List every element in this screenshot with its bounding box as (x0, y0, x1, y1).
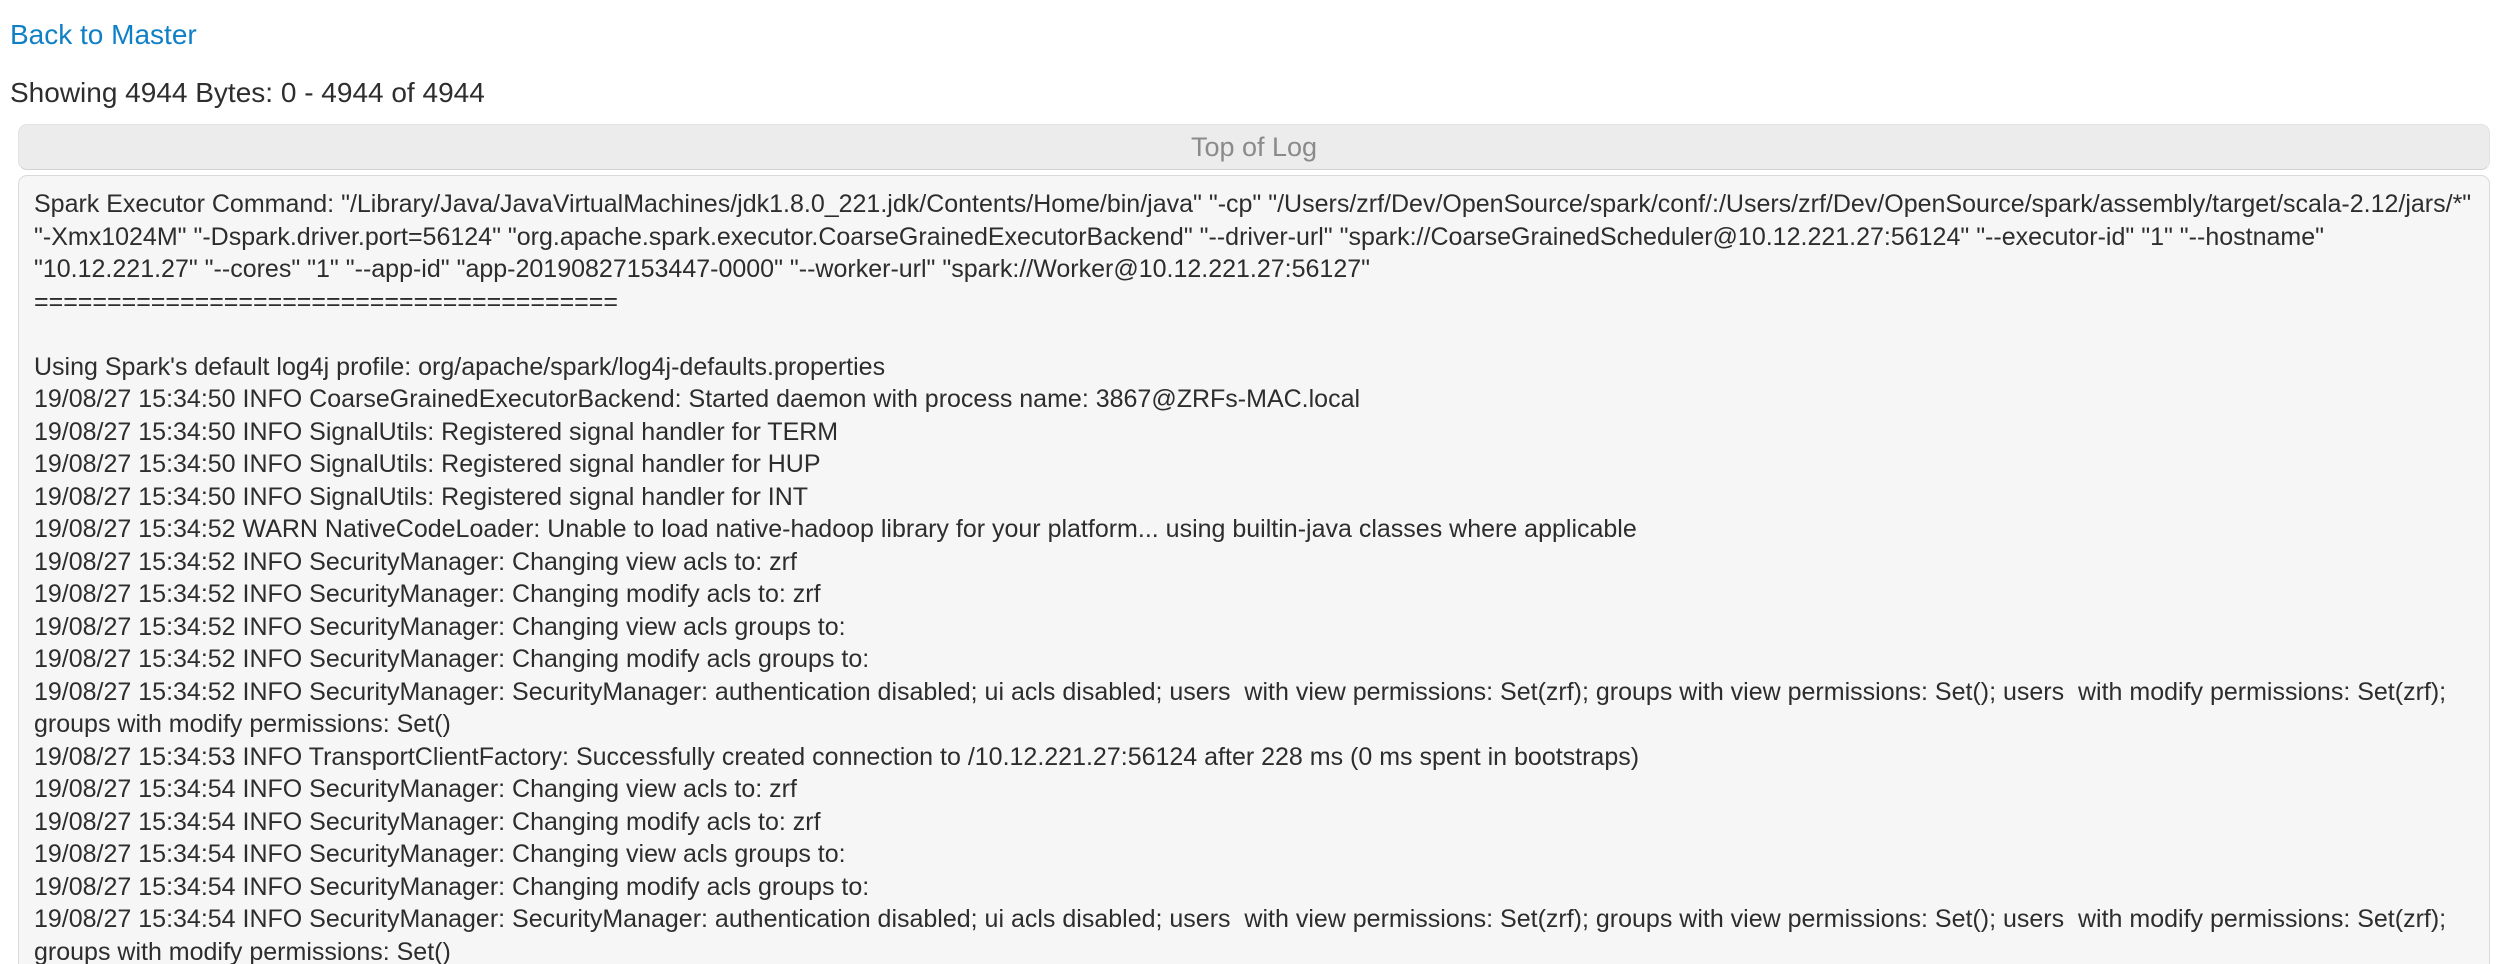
log-line: 19/08/27 15:34:54 INFO SecurityManager: Changing view acls groups to: (34, 840, 846, 868)
log-line: 19/08/27 15:34:54 INFO SecurityManager: Changing view acls to: zrf (34, 775, 797, 803)
back-to-master-link[interactable]: Back to Master (10, 19, 197, 50)
log-line: 19/08/27 15:34:54 INFO SecurityManager: Changing modify acls to: zrf (34, 807, 821, 836)
log-line: ======================================== (34, 287, 618, 316)
log-line: 19/08/27 15:34:53 INFO TransportClientFactory: Successfully created connection to /10.12.221.27:56124 after 228 ms (0 ms spent in bootstraps) (34, 742, 1640, 771)
log-content[interactable] (18, 175, 2490, 964)
log-line: 19/08/27 15:34:52 INFO SecurityManager: Changing view acls to: zrf (34, 547, 797, 576)
log-line: 19/08/27 15:34:52 INFO SecurityManager: Changing modify acls groups to: (34, 645, 870, 673)
log-line: 19/08/27 15:34:50 INFO SignalUtils: Registered signal handler for INT (34, 482, 809, 511)
byte-range-info: Showing 4944 Bytes: 0 - 4944 of 4944 (10, 77, 485, 108)
log-line: 19/08/27 15:34:52 INFO SecurityManager: SecurityManager: authentication disabled; ui acls disabled; users with view permissions: Set(zrf); groups with view permissions: Set(); users with modify permissions: Set(zrf); groups with modify permissions: Set() (34, 677, 2454, 738)
log-line (34, 318, 2475, 351)
log-line: 19/08/27 15:34:54 INFO SecurityManager: SecurityManager: authentication disabled; ui acls disabled; users with view permissions: Set(zrf); groups with view permissions: Set(); users with modify permissions: Set(zrf); groups with modify permissions: Set() (34, 905, 2454, 964)
log-line: 19/08/27 15:34:50 INFO SignalUtils: Registered signal handler for TERM (34, 417, 839, 446)
log-line: 19/08/27 15:34:50 INFO SignalUtils: Registered signal handler for HUP (34, 450, 821, 478)
log-line: 19/08/27 15:34:52 INFO SecurityManager: Changing view acls groups to: (34, 612, 846, 641)
log-line: 19/08/27 15:34:52 INFO SecurityManager: Changing modify acls to: zrf (34, 580, 821, 608)
log-line: Using Spark's default log4j profile: org/apache/spark/log4j-defaults.properties (34, 352, 886, 381)
log-line: 19/08/27 15:34:52 WARN NativeCodeLoader: Unable to load native-hadoop library for your platform... using builtin-java classes where applicable (34, 515, 1637, 543)
log-line: 19/08/27 15:34:50 INFO CoarseGrainedExecutorBackend: Started daemon with process name: 3867@ZRFs-MAC.local (34, 385, 1361, 413)
log-line: 19/08/27 15:34:54 INFO SecurityManager: Changing modify acls groups to: (34, 872, 870, 901)
top-of-log-button[interactable]: Top of Log (18, 124, 2490, 170)
log-line: Spark Executor Command: "/Library/Java/JavaVirtualMachines/jdk1.8.0_221.jdk/Contents/Home/bin/java" "-cp" "/Users/zrf/Dev/OpenSource/spark/conf/:/Users/zrf/Dev/OpenSource/spark/assembly/target/scala-2.12/jars/*" "-Xmx1024M" "-Dspark.driver.port=56124" "org.apache.spark.executor.CoarseGrainedExecutorBackend" "--driver-url" "spark://CoarseGrainedScheduler@10.12.221.27:56124" "--executor-id" "1" "--hostname" "10.12.221.27" "--cores" "1" "--app-id" "app-20190827153447-0000" "--worker-url" "spark://Worker@10.12.221.27:56127" (34, 190, 2479, 283)
